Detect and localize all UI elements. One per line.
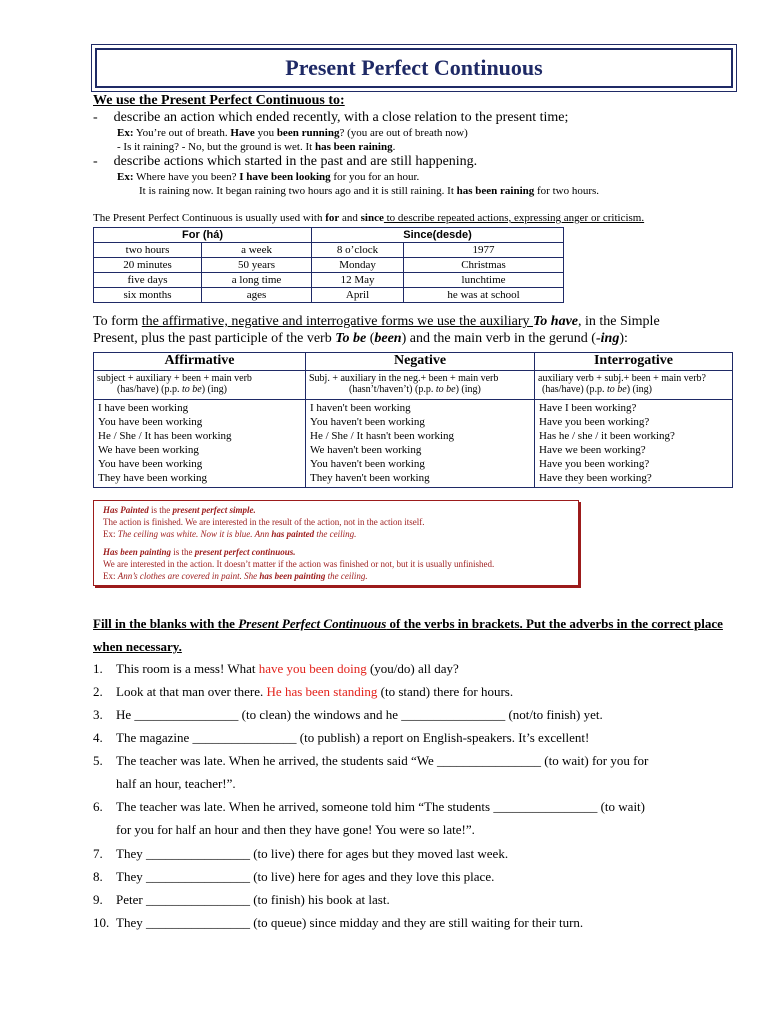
use-text: describe actions which started in the past and are still happening. <box>113 154 478 169</box>
note-line <box>103 570 578 582</box>
ex-text: It is raining now. It began raining two hours ago and it is still raining. It <box>139 185 457 197</box>
rule-line: auxiliary verb + subj.+ been + main verb? <box>538 373 706 384</box>
for-since-table <box>93 227 564 303</box>
intro-text: the affirmative, negative and interrogative forms we use the auxiliary <box>141 314 534 329</box>
ex-bold: I have been looking <box>239 171 331 183</box>
table-cell: 12 May <box>312 273 404 288</box>
rule-line: (has/have) (p.p. <box>542 384 607 395</box>
use-dash: - <box>93 110 98 125</box>
interrogative-rule <box>535 371 733 400</box>
ex-text: you <box>254 127 277 139</box>
item-text: (you/do) all day? <box>366 661 459 676</box>
table-cell: ages <box>202 288 312 303</box>
note-line <box>103 504 578 516</box>
item-answer: He has been standing <box>266 684 378 699</box>
affirmative-rule <box>94 371 306 400</box>
example-4 <box>139 185 599 197</box>
table-cell: 20 minutes <box>94 258 202 273</box>
forms-table <box>93 352 733 488</box>
table-row <box>94 273 564 288</box>
table-cell: five days <box>94 273 202 288</box>
intro-bold: To have <box>533 314 578 329</box>
ex-text: You’re out of breath. <box>133 127 231 139</box>
item-text: half an hour, teacher!”. <box>116 776 236 791</box>
table-row <box>94 288 564 303</box>
list-item: Have you been working? <box>539 458 650 470</box>
item-number: 10. <box>93 915 110 930</box>
use-text: describe an action which ended recently, with a close relation to the present time; <box>113 110 569 125</box>
rule-line: subject + auxiliary + been + main verb <box>97 373 252 384</box>
since-header: Since(desde) <box>312 228 564 243</box>
item-number: 2. <box>93 684 103 699</box>
intro-text: to describe repeated actions, expressing anger or criticism. <box>383 212 645 224</box>
example-3 <box>117 171 419 183</box>
table-cell: six months <box>94 288 202 303</box>
item-text: He ________________ (to clean) the windows and he ________________ (not/to finish) yet. <box>116 707 603 722</box>
affirmative-rows <box>94 400 306 488</box>
exercise-item-7 <box>93 842 733 865</box>
rule-italic: to be <box>435 384 456 395</box>
note-text: is the <box>148 505 173 515</box>
use-item-2 <box>93 154 477 170</box>
ex-text: Where have you been? <box>133 171 240 183</box>
table-cell: 1977 <box>404 243 564 258</box>
list-item: We haven't been working <box>310 444 422 456</box>
table-row <box>94 243 564 258</box>
list-item: He / She / It has been working <box>98 430 232 442</box>
list-item: I have been working <box>98 402 189 414</box>
list-item: He / She / It hasn't been working <box>310 430 455 442</box>
item-text: They ________________ (to live) here for ages and they love this place. <box>116 869 495 884</box>
uses-heading: We use the Present Perfect Continuous to: <box>93 93 345 108</box>
example-2 <box>117 141 395 153</box>
exercise-item-6 <box>93 795 733 841</box>
rule-italic: to be <box>181 384 202 395</box>
rule-line: (has/have) (p.p. <box>117 384 182 395</box>
list-item: They have been working <box>98 472 208 484</box>
ex-bold: has been raining <box>314 141 393 153</box>
list-item: Have we been working? <box>539 444 646 456</box>
ex-text: for two hours. <box>534 185 600 197</box>
list-item: You have been working <box>98 458 203 470</box>
rule-line: ) (ing) <box>455 384 481 395</box>
note-italic: the ceiling. <box>325 571 368 581</box>
item-number: 8. <box>93 869 103 884</box>
intro-text: Present, plus the past participle of the verb <box>93 331 336 346</box>
table-cell: Monday <box>312 258 404 273</box>
title-frame <box>91 44 737 92</box>
list-item: We have been working <box>98 444 199 456</box>
ex-bold: has been raining <box>456 185 535 197</box>
ex-label: Ex: <box>117 171 134 183</box>
example-1 <box>117 127 468 139</box>
rule-italic: to be <box>606 384 627 395</box>
table-cell: he was at school <box>404 288 564 303</box>
interrogative-header: Interrogative <box>535 353 733 371</box>
intro-text: and <box>339 212 361 224</box>
ex-bold: Have <box>230 127 255 139</box>
list-item: Have I been working? <box>539 402 637 414</box>
note-text: is the <box>171 547 195 557</box>
item-number: 5. <box>93 753 103 768</box>
intro-text: The Present Perfect Continuous is usually used with <box>93 212 326 224</box>
page-title: Present Perfect Continuous <box>95 48 733 88</box>
list-item: Have they been working? <box>539 472 652 484</box>
item-number: 9. <box>93 892 103 907</box>
note-text: Ex: <box>103 571 118 581</box>
note-line <box>103 528 578 540</box>
note-line <box>103 546 578 558</box>
item-text: This room is a mess! What <box>116 661 259 676</box>
exercise-instructions <box>93 612 733 658</box>
note-bold: Has been painting <box>103 547 172 557</box>
item-number: 1. <box>93 661 103 676</box>
list-item: You haven't been working <box>310 416 425 428</box>
item-text: They ________________ (to queue) since midday and they are still waiting for their turn. <box>116 915 584 930</box>
item-answer: have you been doing <box>258 661 367 676</box>
affirmative-header: Affirmative <box>94 353 306 371</box>
list-item: They haven't been working <box>310 472 430 484</box>
item-text: Peter ________________ (to finish) his book at last. <box>116 892 390 907</box>
note-bold: present perfect simple. <box>172 505 256 515</box>
exercise-item-5 <box>93 749 733 795</box>
table-cell: a week <box>202 243 312 258</box>
note-bold: Has Painted <box>103 505 149 515</box>
instr-italic: Present Perfect Continuous <box>238 616 387 631</box>
list-item: You haven't been working <box>310 458 425 470</box>
list-item: Has he / she / it been working? <box>539 430 675 442</box>
negative-rule <box>306 371 535 400</box>
intro-bold: -ing <box>595 331 620 346</box>
exercise-item-8 <box>93 865 733 888</box>
for-since-intro <box>93 212 644 224</box>
note-bold: present perfect continuous. <box>194 547 296 557</box>
note-box <box>93 500 579 586</box>
item-number: 4. <box>93 730 103 745</box>
item-text: The teacher was late. When he arrived, the students said “We ________________ (to wait) for you for <box>116 753 649 768</box>
intro-bold: for <box>325 212 340 224</box>
item-text: They ________________ (to live) there for ages but they moved last week. <box>116 846 509 861</box>
list-item: Have you been working? <box>539 416 650 428</box>
ex-text: ? (you are out of breath now) <box>339 127 468 139</box>
intro-text: , in the Simple <box>578 314 660 329</box>
note-bold: has painted <box>271 529 315 539</box>
item-text: for you for half an hour and then they have gone! You were so late!”. <box>116 822 475 837</box>
rule-line: (hasn’t/haven’t) (p.p. <box>349 384 436 395</box>
list-item: You have been working <box>98 416 203 428</box>
intro-text: ( <box>366 331 375 346</box>
item-number: 7. <box>93 846 103 861</box>
ex-bold: been running <box>276 127 340 139</box>
exercise-item-1 <box>93 657 733 680</box>
rule-line: ) (ing) <box>626 384 652 395</box>
table-cell: April <box>312 288 404 303</box>
intro-bold: since <box>360 212 384 224</box>
intro-text: To form <box>93 314 142 329</box>
instr-text: of the verbs in brackets. Put the adverbs in the correct place when necessary. <box>93 616 723 654</box>
exercise-item-4 <box>93 726 733 749</box>
note-italic: The ceiling was white. Now it is blue. Ann <box>117 529 272 539</box>
item-number: 6. <box>93 799 103 814</box>
intro-text: ): <box>619 331 628 346</box>
ex-text: - Is it raining? - No, but the ground is wet. It <box>117 141 315 153</box>
item-text: (to stand) there for hours. <box>377 684 514 699</box>
table-cell: 50 years <box>202 258 312 273</box>
forms-intro-line-1 <box>93 314 660 330</box>
for-header: For (há) <box>94 228 312 243</box>
exercise-item-9 <box>93 888 733 911</box>
ex-text: . <box>392 141 396 153</box>
intro-bold: been <box>374 331 402 346</box>
intro-bold: To be <box>335 331 367 346</box>
item-text: Look at that man over there. <box>116 684 267 699</box>
list-item: I haven't been working <box>310 402 411 414</box>
use-dash: - <box>93 154 98 169</box>
table-cell: 8 o’clock <box>312 243 404 258</box>
interrogative-rows <box>535 400 733 488</box>
rule-line: ) (ing) <box>201 384 227 395</box>
item-text: The teacher was late. When he arrived, someone told him “The students ________________ (to wait) <box>116 799 646 814</box>
note-italic: the ceiling. <box>314 529 357 539</box>
table-cell: Christmas <box>404 258 564 273</box>
instr-text: Fill in the blanks with the <box>93 616 239 631</box>
forms-intro-line-2 <box>93 331 628 347</box>
table-cell: a long time <box>202 273 312 288</box>
use-item-1 <box>93 110 568 126</box>
item-number: 3. <box>93 707 103 722</box>
note-text: Ex: <box>103 529 118 539</box>
negative-header: Negative <box>306 353 535 371</box>
intro-text: ) and the main verb in the gerund ( <box>401 331 596 346</box>
negative-rows <box>306 400 535 488</box>
note-line: We are interested in the action. It doesn’t matter if the action was finished or not, but it is usually unfinished. <box>103 559 495 569</box>
exercise-item-3 <box>93 703 733 726</box>
exercise-item-2 <box>93 680 733 703</box>
note-italic: Ann’s clothes are covered in paint. She <box>117 571 260 581</box>
table-row <box>94 258 564 273</box>
note-bold: has been painting <box>259 571 326 581</box>
rule-line: Subj. + auxiliary in the neg.+ been + main verb <box>309 373 499 384</box>
note-line: The action is finished. We are interested in the result of the action, not in the action itself. <box>103 517 425 527</box>
ex-label: Ex: <box>117 127 134 139</box>
ex-text: for you for an hour. <box>330 171 420 183</box>
exercise-item-10 <box>93 911 733 934</box>
table-cell: lunchtime <box>404 273 564 288</box>
table-cell: two hours <box>94 243 202 258</box>
item-text: The magazine ________________ (to publish) a report on English-speakers. It’s excellent! <box>116 730 590 745</box>
